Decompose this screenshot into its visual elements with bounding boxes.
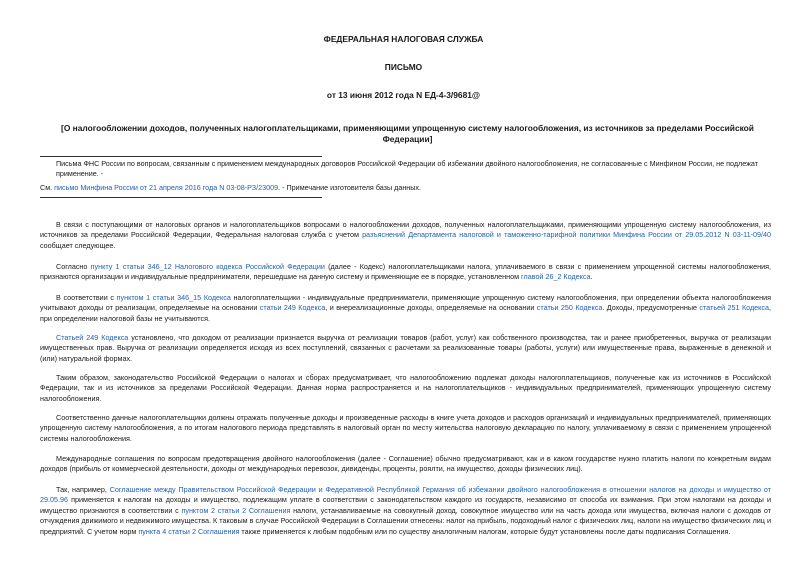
paragraph-8-text-a: Так, например, [56,485,110,494]
article-251-link[interactable]: статьей 251 Кодекса [699,303,769,313]
article-249-link[interactable]: статьи 249 Кодекса [259,303,326,313]
editor-note-suffix: . - Примечание изготовителя базы данных. [278,182,422,192]
note-divider-bottom [40,197,322,198]
editor-note-line2 [40,183,771,193]
document-subject: [О налогообложении доходов, полученных налогоплательщиками, применяющими упрощенную систему налогообложения, из источников за пределами Российской Федерации] [61,123,754,144]
paragraph-1 [40,220,771,251]
russia-germany-agreement-link[interactable]: Соглашение между Правительством Российской Федерации и Федеративной Республикой Германия об избежании двойного налогообложения в отношении налогов на доходы и имущество от 29.05.96 [40,485,771,505]
paragraph-8-text-c: налоги, устанавливаемые на совокупный доход, совокупное имущество или на часть дохода или имущества, включая налоги с доходов от отчуждения движимого и недвижимого имущества. К таковым в случае Российской Федерации в Соглашении отнесены: налог на прибыль, подоходный налог с физических лиц, налоги на имущество физических лиц и предприятий. С учетом норм [40,505,771,536]
paragraph-4 [40,333,771,364]
paragraph-2 [40,262,771,283]
paragraph-5-text: Таким образом, законодательство Российской Федерации о налогах и сборах предусматривает, что налогообложению подлежат доходы налогоплательщиков, полученные как из источников в Российской Федерации, так и из источников за пределами Российской Федерации. Данная норма распространяется и на налогоплательщиков - индивидуальных предпринимателей, применяющих упрощенную систему налогообложения. [40,373,771,403]
paragraph-6 [40,413,771,444]
paragraph-3-text-a: В соответствии с [56,293,117,302]
article-346-12-link[interactable]: пункту 1 статьи 346_12 Налогового кодекса Российской Федерации [90,262,325,271]
chapter-26-2-link[interactable]: главой 26_2 Кодекса [521,272,591,282]
agreement-article-2-p2-link[interactable]: пунктом 2 статьи 2 Соглашения [181,505,291,515]
paragraph-3-text-d: . Доходы, предусмотренные [602,303,700,313]
paragraph-8-text-b: применяется к налогам на доходы и имущество, подлежащим уплате в соответствии с законодательством каждого из государств, независимо от способа их взимания. При этом налогами на доходы и имущество признаются в соответствии с [40,495,771,515]
note-divider-top [40,156,322,157]
paragraph-2-text-b: (далее - Кодекс) налогоплательщиками налога, уплачиваемого в связи с применением упрощенной системы налогообложения, признаются организации и индивидуальные предприниматели, перешедшие на данную систему и применяющие ее в порядке, установленном [40,262,772,282]
article-346-15-link[interactable]: пунктом 1 статьи 346_15 Кодекса [116,293,231,302]
minfin-clarification-link[interactable]: разъяснений Департамента налоговой и таможенно-тарифной политики Минфина России от 29.05.2012 N 03-11-09/40 [362,230,771,240]
paragraph-3 [40,293,771,324]
paragraph-3-text-c: , и внереализационные доходы, определяемые на основании [325,303,537,313]
paragraph-3-text-b: налогоплательщики - индивидуальные предприниматели, применяющие упрощенную систему налогообложения, при определении объекта налогообложения учитывают доходы от реализации, определяемые на основании [40,293,772,313]
paragraph-5 [40,373,771,404]
paragraph-2-text-a: Согласно [56,262,91,271]
editor-note-line1: Письма ФНС России по вопросам, связанным с применением международных договоров Российской Федерации об избежании двойного налогообложения, не согласованные с Минфином России, не подлежат применение. - [56,159,759,179]
paragraph-3-text-e: , при определении налоговой базы не учитываются. [40,303,771,323]
paragraph-1-text-a: В связи с поступающими от налоговых органов и налогоплательщиков вопросами о налогообложении доходов, полученных налогоплательщиками, применяющими упрощенную систему налогообложения, из источников за пределами Российской Федерации, Федеральная налоговая служба с учетом [40,220,771,240]
agreement-article-2-p4-link[interactable]: пункта 4 статьи 2 Соглашения [138,526,240,536]
paragraph-1-text-b: сообщает следующее. [40,240,116,250]
paragraph-8 [40,485,771,537]
paragraph-7-text: Международные соглашения по вопросам предотвращения двойного налогообложения (далее - Соглашение) обычно предусматривают, как и в каком государстве нужно платить налоги по конкретным видам доходов (прибыль от коммерческой деятельности, доходы от международных перевозок, дивиденды, проценты, роялти, на имущество, доходы физических лиц). [40,454,771,474]
paragraph-4-text: установлено, что доходом от реализации признается выручка от реализации товаров (работ, услуг) как собственного производства, так и ранее приобретенных, выручка от реализации имущественных прав. Выручка от реализации определяется исходя из всех поступлений, связанных с расчетами за реализованные товары (работы, услуги) или имущественные права, выраженные в денежной и (или) натуральной формах. [40,333,771,363]
article-249-ref-link[interactable]: Статьей 249 Кодекса [56,333,129,342]
agency-heading: ФЕДЕРАЛЬНАЯ НАЛОГОВАЯ СЛУЖБА [323,34,484,44]
editor-note [40,159,771,193]
document-date-number: от 13 июня 2012 года N ЕД-4-3/9681@ [326,90,481,100]
paragraph-7 [40,454,771,475]
paragraph-6-text: Соответственно данные налогоплательщики должны отражать полученные доходы и произведенные расходы в книге учета доходов и расходов организаций и индивидуальных предпринимателей, применяющих упрощенную систему налогообложения, а по итогам налогового периода представлять в налоговый орган по месту жительства налоговую декларацию по налогу, уплачиваемому в связи с применением упрощенной системы налогообложения. [40,413,771,443]
paragraph-2-text-c: . [590,272,593,282]
paragraph-8-text-d: также применяется к любым подобным или по существу аналогичным налогам, которые будут установлены после даты подписания Соглашения. [239,526,731,536]
minfin-letter-link[interactable]: письмо Минфина России от 21 апреля 2016 года N 03-08-РЗ/23009 [54,182,279,192]
article-250-link[interactable]: статьи 250 Кодекса [536,303,603,313]
editor-note-prefix: См. [40,182,55,192]
document-type-heading: ПИСЬМО [384,62,423,72]
